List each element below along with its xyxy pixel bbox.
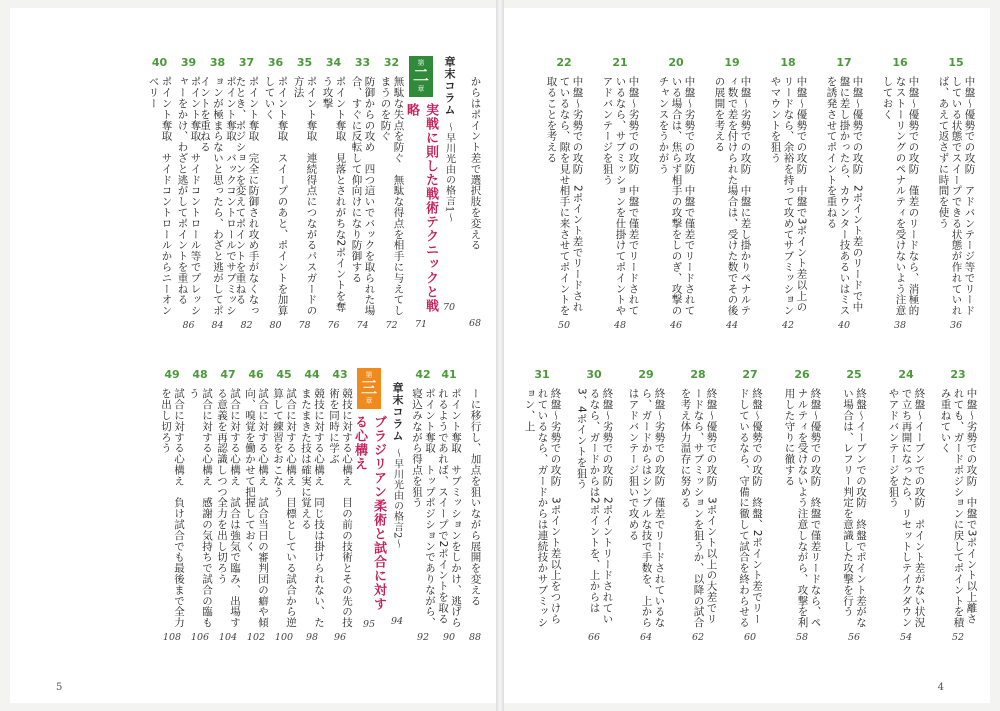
toc-item-title: 競技に対する心構え 目の前の技術とその先の技術を同時に学ぶ — [328, 388, 353, 628]
toc-entry[interactable] — [298, 368, 326, 644]
toc-item-number: 22 — [556, 56, 572, 69]
toc-item-number: 36 — [267, 56, 284, 69]
toc-entry[interactable] — [592, 56, 648, 332]
toc-page-number: 96 — [333, 632, 347, 643]
toc-entry-41[interactable] — [436, 368, 462, 644]
toc-item-number: 26 — [794, 368, 810, 381]
toc-page-number: 88 — [468, 632, 482, 643]
right-top-items — [536, 56, 984, 332]
toc-page-number: 44 — [725, 320, 739, 331]
toc-lead-entry[interactable] — [462, 56, 488, 330]
toc-page-number: 80 — [269, 320, 282, 331]
toc-page-number: 70 — [442, 302, 456, 313]
toc-entry[interactable] — [261, 56, 290, 332]
toc-entry[interactable] — [672, 368, 724, 644]
left-page — [10, 8, 496, 703]
toc-page-number: 106 — [190, 632, 210, 643]
toc-page-number: 54 — [899, 632, 913, 643]
toc-entry-42[interactable] — [410, 368, 436, 644]
toc-item-number: 21 — [612, 56, 628, 69]
toc-item-title: 競技に対する心構え 同じ技は掛けられない、たまたまきた技は確実に覚える — [300, 388, 325, 628]
toc-entry[interactable] — [872, 56, 928, 332]
book-gutter — [496, 0, 504, 711]
toc-item-title: 終盤〜劣勢での攻防 2ポイントリードされているなら、ガードからは2ポイントを、上からは3、4ポイントを狙う — [575, 388, 614, 624]
toc-item-title: 中盤〜劣勢での攻防 中盤で僅差でリードされている場合は、焦らず相手の攻撃をしのぎ、攻撃のチャンスをうかがう — [657, 76, 696, 316]
toc-item-number: 20 — [668, 56, 684, 69]
toc-page-number: 72 — [385, 320, 398, 331]
column-subtitle: 〜早川光由の格言1〜 — [443, 122, 455, 224]
left-top-items — [145, 56, 406, 332]
left-bottom-items — [158, 368, 354, 644]
toc-item-title: 終盤〜イーブンでの攻防 終盤でポイント差がない場合は、レフリー判定を意識した攻撃を行う — [842, 388, 867, 628]
page-number-left: 5 — [56, 682, 63, 693]
toc-item-number: 43 — [332, 368, 348, 381]
toc-item-title: 試合に対する心構え 感謝の気持ちで試合の臨もう — [188, 388, 213, 628]
toc-entry[interactable] — [186, 368, 214, 644]
toc-entry[interactable] — [760, 56, 816, 332]
toc-entry[interactable] — [932, 368, 984, 644]
toc-item-title: ポイント奪取 サイドコントロールからニーオンベリー — [147, 76, 173, 316]
toc-item-number: 30 — [586, 368, 602, 381]
toc-entry[interactable] — [648, 56, 704, 332]
chapter-2-title: 実戦に則した戦術テクニックと戦略 — [404, 103, 438, 313]
toc-item-number: 23 — [950, 368, 966, 381]
toc-entry[interactable] — [568, 368, 620, 644]
toc-page-number: 71 — [414, 319, 428, 330]
column-heading: 章末コラム — [443, 56, 456, 116]
toc-entry[interactable] — [158, 368, 186, 644]
toc-page-number: 50 — [557, 320, 571, 331]
toc-item-number: 19 — [724, 56, 740, 69]
toc-item-title: ポイント奪取 見落とされがちな2ポイントを奪う攻撃 — [321, 76, 347, 312]
toc-item-number: 38 — [209, 56, 226, 69]
toc-entry[interactable] — [928, 56, 984, 332]
right-page — [504, 8, 990, 703]
toc-item-title: ポイント奪取 完全に防御され攻め手がなくなったとき、ポジションを変えてポイントを重ねる — [234, 76, 260, 316]
toc-page-number: 104 — [218, 632, 238, 643]
toc-item-number: 15 — [948, 56, 964, 69]
toc-entry[interactable] — [348, 56, 377, 332]
toc-page-number: 84 — [211, 320, 224, 331]
toc-page-number: 98 — [305, 632, 319, 643]
toc-item-number: 46 — [248, 368, 264, 381]
toc-lead-text: からはポイント差で選択肢を変える — [469, 76, 482, 251]
toc-page-number: 90 — [442, 632, 456, 643]
toc-entry[interactable] — [319, 56, 348, 332]
toc-item-number: 44 — [304, 368, 320, 381]
toc-item-number: 28 — [690, 368, 706, 381]
toc-item-number: 25 — [846, 368, 862, 381]
toc-item-number: 39 — [180, 56, 197, 69]
toc-entry[interactable] — [214, 368, 242, 644]
toc-page-number: 82 — [240, 320, 253, 331]
chapter-2-badge: 第 二 章 — [409, 56, 433, 97]
toc-item-number: 49 — [164, 368, 180, 381]
toc-item-number: 17 — [836, 56, 852, 69]
toc-item-number: 31 — [534, 368, 550, 381]
toc-page-number: 58 — [795, 632, 809, 643]
toc-page-number: 56 — [847, 632, 861, 643]
toc-page-number: 92 — [416, 632, 430, 643]
toc-item-title: 中盤〜劣勢での攻防 中盤で僅差でリードされているなら、サブミッションを仕掛けてポイントやアドバンテージを狙う — [601, 76, 640, 316]
toc-item-title: 試合に対する心構え 試合は強気で臨み、出場する意義を再認識しつつ全力を出し切ろう — [216, 388, 241, 628]
toc-page-number: 48 — [613, 320, 627, 331]
toc-item-title: ポイント奪取 連続得点につながるパスガードの方法 — [292, 76, 318, 316]
toc-entry[interactable] — [242, 368, 270, 644]
toc-page-number: 94 — [390, 616, 404, 627]
toc-entry[interactable] — [724, 368, 776, 644]
column-subtitle: 〜早川光由の格言2〜 — [391, 448, 403, 550]
right-bottom-band — [516, 368, 984, 668]
toc-page-number: 78 — [298, 320, 311, 331]
toc-item-title: 中盤〜優勢での攻防 アドバンテージ等でリードしている状態でスイープできる状態が作れていれば、あえて返さずに時間を使う — [937, 76, 976, 316]
toc-entry[interactable] — [232, 56, 261, 332]
page-number-right: 4 — [937, 682, 944, 693]
toc-item-number: 35 — [296, 56, 313, 69]
toc-entry[interactable] — [145, 56, 174, 332]
toc-item-title: ポイント奪取 バックコントロールでサブミッションが極まらないと思ったら、わざと逃がしてポイントを重ねる — [199, 76, 237, 316]
toc-page-number: 36 — [949, 320, 963, 331]
right-top-band — [536, 56, 984, 356]
toc-entry[interactable] — [828, 368, 880, 644]
toc-item-number: 18 — [780, 56, 796, 69]
toc-item-number: 32 — [383, 56, 400, 69]
toc-entry[interactable] — [199, 56, 237, 332]
toc-page-number: 60 — [743, 632, 757, 643]
toc-item-title: ポイント奪取 サイドコントロール等でプレッシャーをかけ、わざと逃がしてポイントを重ねる — [176, 76, 202, 316]
toc-entry[interactable] — [704, 56, 760, 332]
toc-page-number: 68 — [468, 318, 482, 329]
toc-item-title: 試合に対する心構え 目標としている試合から逆算して練習をおこなう — [272, 388, 297, 628]
chapter-end-column-2[interactable] — [384, 368, 410, 628]
toc-item-title: 終盤〜劣勢での攻防 3ポイント差以上をつけられているなら、ガードからは連続技かサブミッション、上 — [523, 388, 562, 628]
toc-item-number: 27 — [742, 368, 758, 381]
toc-page-number: 102 — [246, 632, 266, 643]
toc-entry[interactable] — [290, 56, 319, 332]
chapter-3-heading[interactable] — [354, 368, 384, 631]
toc-item-number: 34 — [325, 56, 342, 69]
chapter-3-badge: 第 三 章 — [357, 368, 381, 409]
chapter-3-title: ブラジリアン柔術と試合に対する心構え — [352, 415, 386, 611]
toc-item-number: 37 — [238, 56, 255, 69]
toc-entry[interactable] — [816, 56, 872, 332]
toc-page-number: 74 — [356, 320, 369, 331]
toc-entry[interactable] — [516, 368, 568, 644]
toc-page-number: 38 — [893, 320, 907, 331]
toc-item-title: 試合に対する心構え 試合当日の審判団の癖や傾向、嗅覚を働かせて把握しておく — [244, 388, 269, 628]
toc-item-number: 45 — [276, 368, 292, 381]
toc-page-number: 62 — [691, 632, 705, 643]
toc-entry[interactable] — [880, 368, 932, 644]
toc-item-number: 41 — [441, 368, 457, 381]
toc-lead-text: ーに移行し、加点を狙いながら展開を変える — [469, 388, 482, 606]
toc-item-number: 42 — [415, 368, 431, 381]
toc-item-title: 終盤〜イーブンでの攻防 ポイント差がない状況で立ち再開になったら、リセットしテイクダウンやアドバンテージを狙う — [887, 388, 926, 628]
chapter-2-heading[interactable] — [406, 56, 436, 331]
toc-page-number: 52 — [951, 632, 965, 643]
toc-item-title: 中盤〜劣勢での攻防 中盤に差し掛かりペナルティ数で差を付けられた場合は、受けた数でその後の展開を考える — [713, 76, 752, 316]
toc-page-number: 42 — [781, 320, 795, 331]
toc-item-number: 16 — [892, 56, 908, 69]
toc-page-number: 76 — [327, 320, 340, 331]
toc-item-title: 試合に対する心構え 負け試合でも最後まで全力を出し切ろう — [160, 388, 185, 628]
right-bottom-items — [516, 368, 984, 644]
toc-item-number: 29 — [638, 368, 654, 381]
toc-item-title: 終盤〜優勢での攻防 終盤、2ポイント差でリードしているなら、守備に徹して試合を終わらせる — [738, 388, 763, 628]
toc-entry[interactable] — [776, 368, 828, 644]
toc-item-title: 中盤〜優勢での攻防 僅差のリードなら、消極的なストーリングのペナルティを受けないよう注意しておく — [881, 76, 920, 316]
toc-item-title: 終盤〜優勢での攻防 終盤で僅差リードなら、ペナルティを受けないよう注意しながら、攻撃を利用した守りに徹する — [783, 388, 822, 628]
toc-page-number: 100 — [274, 632, 294, 643]
chapter-end-column-1[interactable] — [436, 56, 462, 314]
column-heading: 章末コラム — [391, 382, 404, 442]
toc-item-title: ポイント奪取 サブミッションをしかけ、逃げられるようであれば、スイープで2ポイントを取る — [437, 388, 462, 628]
toc-item-number: 48 — [192, 368, 208, 381]
left-top-band — [145, 56, 488, 356]
toc-item-title: 中盤〜優勢での攻防 2ポイント差のリードで中盤に差し掛かったら、カウンター技あるいはミスを誘発させてポイントを重ねる — [825, 76, 864, 316]
left-bottom-band — [158, 368, 488, 668]
toc-page-number: 64 — [639, 632, 653, 643]
toc-item-number: 40 — [151, 56, 168, 69]
toc-lead-entry[interactable] — [462, 368, 488, 644]
toc-page-number: 66 — [587, 632, 601, 643]
toc-page-number: 46 — [669, 320, 683, 331]
toc-item-title: 無駄な失点を防ぐ 無駄な得点を相手に与えてしまうのを防ぐ — [379, 76, 405, 316]
toc-item-number: 47 — [220, 368, 236, 381]
toc-item-title: 中盤〜劣勢での攻防 中盤で3ポイント以上離されても、ガードポジションに戻してポイントを積み重ねていく — [939, 388, 978, 628]
toc-page-number: 86 — [182, 320, 195, 331]
toc-page-number: 40 — [837, 320, 851, 331]
toc-item-title: 中盤〜優勢での攻防 中盤で3ポイント差以上のリードなら、余裕を持って攻めてサブミッションやマウントを狙う — [769, 76, 808, 316]
toc-item-number: 33 — [354, 56, 371, 69]
toc-item-title: ポイント奪取 スイープのあと、ポイントを加算していく — [263, 76, 289, 316]
toc-item-title: 終盤〜劣勢での攻防 僅差でリードされているなら、ガードからはシンプルな技で手数を、上からはアドバンテージ狙いで攻める — [627, 388, 666, 628]
toc-entry[interactable] — [270, 368, 298, 644]
toc-page-number: 108 — [162, 632, 182, 643]
toc-item-title: 中盤〜劣勢での攻防 2ポイント差でリードされているなら、隙を見せ相手に来させてポイントを取ることを考える — [545, 76, 584, 316]
toc-item-title: ポイント奪取 トップポジションでありながら、寝込みながら得点を狙う — [411, 388, 436, 628]
toc-page-number: 95 — [362, 619, 376, 630]
toc-item-title: 終盤〜優勢での攻防 3ポイント以上の大差でリードなら、サブミッションを狙うか、以降の試合を考え体力温存に努める — [679, 388, 718, 628]
toc-entry[interactable] — [620, 368, 672, 644]
toc-item-title: 防御からの攻め 四つ這いでバックを取られた場合、すぐに反転して仰向けになり防御する — [350, 76, 376, 316]
toc-entry[interactable] — [536, 56, 592, 332]
toc-item-number: 24 — [898, 368, 914, 381]
